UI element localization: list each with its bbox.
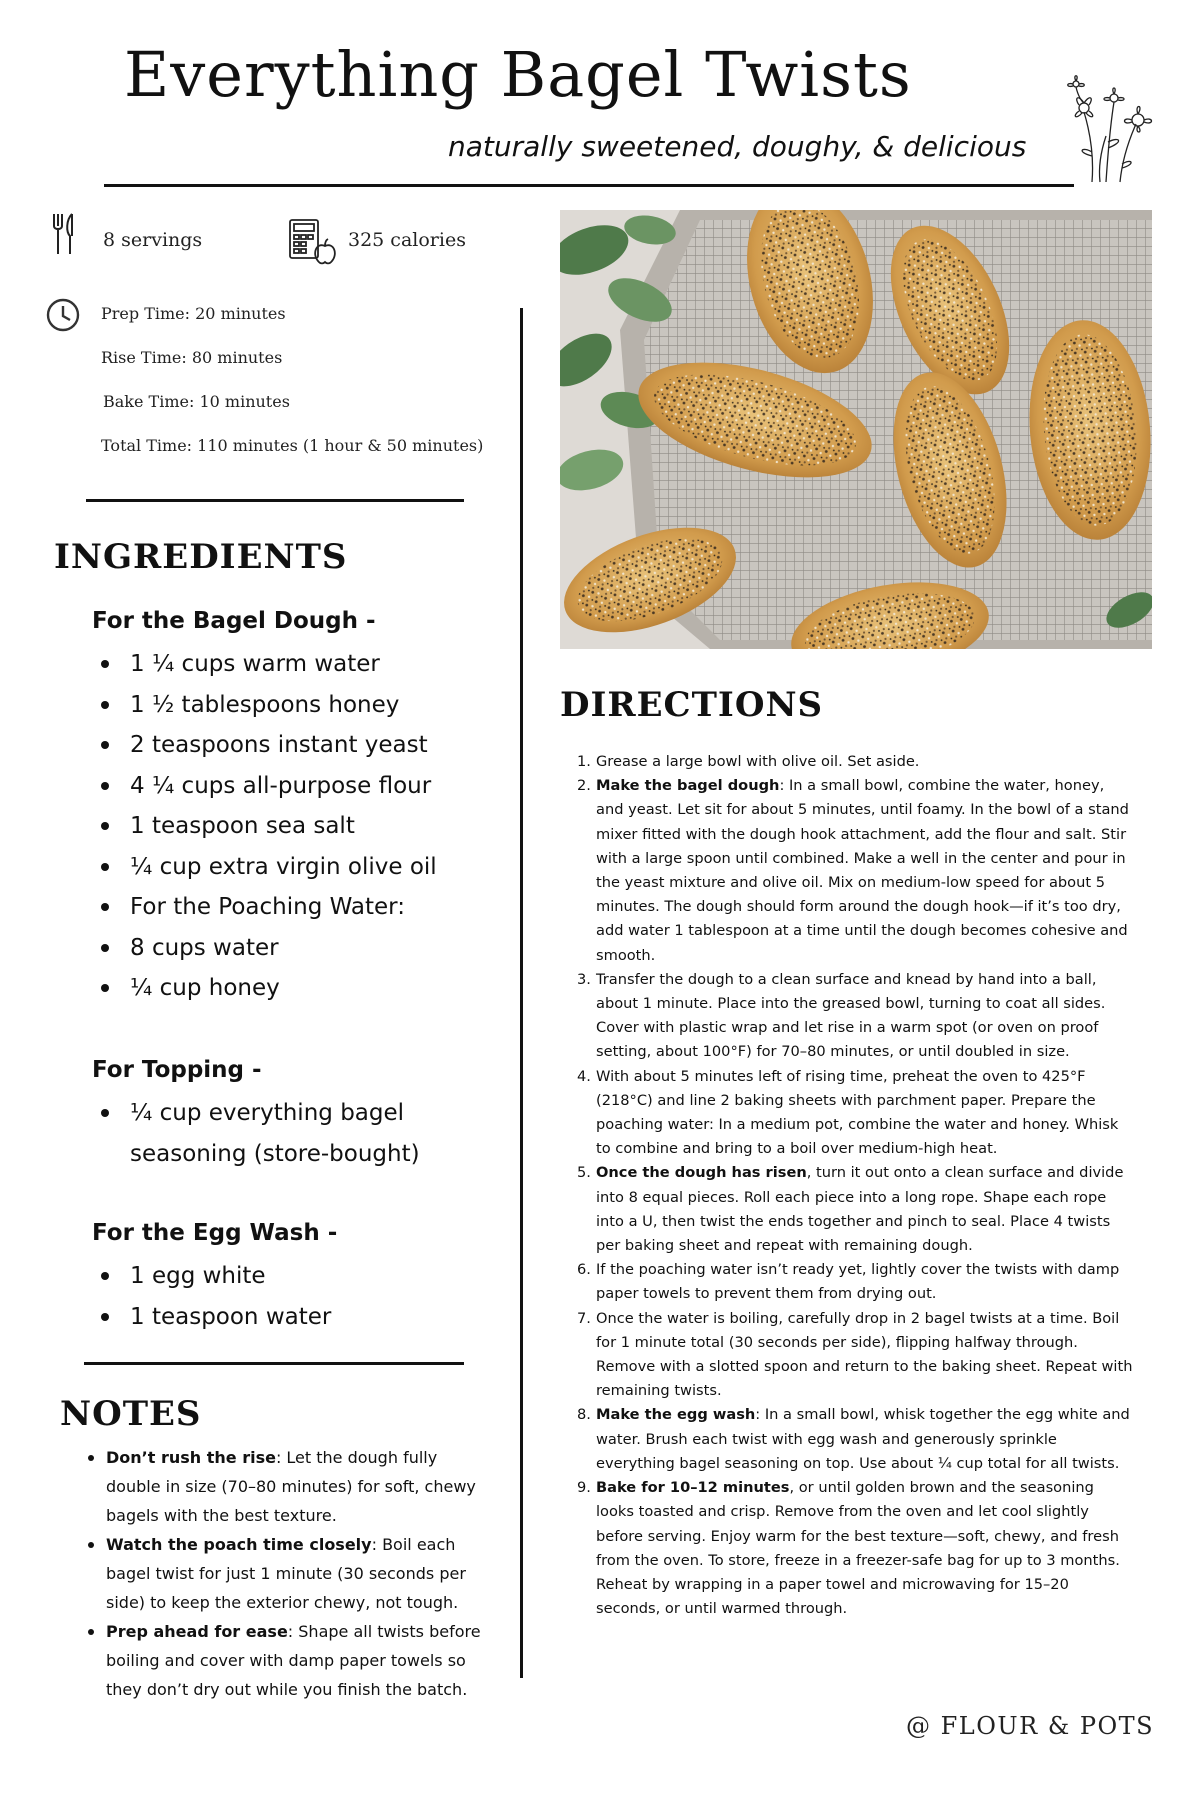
ingredient-item: 1 egg white — [130, 1256, 520, 1297]
recipe-title: Everything Bagel Twists — [124, 38, 912, 111]
directions-list — [577, 750, 1136, 1621]
ingredient-list-topping — [130, 1093, 460, 1174]
fork-knife-icon — [50, 212, 78, 256]
rise-time: Rise Time: 80 minutes — [101, 348, 283, 367]
brand-credit: @ FLOUR & POTS — [906, 1712, 1155, 1740]
note-item — [106, 1443, 491, 1530]
title-divider — [104, 184, 1074, 187]
note-item — [106, 1530, 491, 1617]
direction-step — [577, 750, 1136, 774]
step-number: 3. — [577, 970, 591, 988]
step-number: 6. — [577, 1261, 591, 1279]
ingredient-item: 8 cups water — [130, 928, 520, 969]
clock-icon — [45, 297, 81, 333]
notes-list — [106, 1443, 491, 1704]
direction-step — [577, 1307, 1136, 1404]
direction-step — [577, 774, 1136, 968]
note-item-bold: Prep ahead for ease — [106, 1622, 288, 1641]
step-text: If the poaching water isn’t ready yet, lightly cover the twists with damp paper towels to prevent them from drying out. — [596, 1261, 1120, 1303]
ingredient-list-dough — [130, 644, 520, 1009]
direction-step — [577, 1161, 1136, 1258]
step-text: With about 5 minutes left of rising time, preheat the oven to 425°F (218°C) and line 2 baking sheets with parchment paper. Prepare the poaching water: In a medium pot, combine the water and honey. Whisk to combine and bring to a boil over medium-high heat. — [596, 1067, 1119, 1158]
note-item-bold: Don’t rush the rise — [106, 1448, 276, 1467]
directions-heading: DIRECTIONS — [560, 685, 824, 725]
ingredient-item: 1 teaspoon sea salt — [130, 806, 520, 847]
total-time: Total Time: 110 minutes (1 hour & 50 minutes) — [101, 436, 484, 455]
ingredient-item: For the Poaching Water: — [130, 887, 520, 928]
wildflowers-icon — [1062, 72, 1154, 184]
step-number: 5. — [577, 1164, 591, 1182]
step-text: Once the water is boiling, carefully drop in 2 bagel twists at a time. Boil for 1 minute total (30 seconds per side), flipping halfway through. Remove with a slotted spoon and return to the baking sheet. Repeat with remaining twists. — [596, 1309, 1133, 1400]
step-number: 9. — [577, 1479, 591, 1497]
ingredient-item: 1 teaspoon water — [130, 1297, 520, 1338]
ingredient-group-title: For the Egg Wash - — [92, 1220, 338, 1246]
note-item-text: : Shape all twists before boiling and cover with damp paper towels so they don’t dry out while you finish the batch. — [106, 1622, 481, 1699]
ingredient-item: 1 ½ tablespoons honey — [130, 685, 520, 726]
step-text: Transfer the dough to a clean surface and knead by hand into a ball, about 1 minute. Place into the greased bowl, turning to coat all sides. Cover with plastic wrap and let rise in a warm spot (or oven on proof setting, about 100°F) for 70–80 minutes, or until doubled in size. — [596, 970, 1106, 1061]
servings-text: 8 servings — [103, 229, 203, 251]
ingredient-item: 1 ¼ cups warm water — [130, 644, 520, 685]
meta-divider — [86, 499, 464, 502]
step-text: , turn it out onto a clean surface and divide into 8 equal pieces. Roll each piece into a long rope. Shape each rope into a U, then twist the ends together and pinch to seal. Place 4 twists per baking sheet and repeat with remaining dough. — [596, 1164, 1124, 1255]
step-number: 2. — [577, 777, 591, 795]
note-item-text: : Let the dough fully double in size (70–80 minutes) for soft, chewy bagels with the best texture. — [106, 1448, 476, 1525]
step-text: : In a small bowl, whisk together the egg white and water. Brush each twist with egg wash and generously sprinkle everything bagel seasoning on top. Use about ¼ cup total for all twists. — [596, 1406, 1130, 1472]
ingredient-item: 2 teaspoons instant yeast — [130, 725, 520, 766]
step-number: 8. — [577, 1406, 591, 1424]
step-bold: Make the bagel dough — [596, 777, 780, 795]
ingredient-list-egg-wash — [130, 1256, 520, 1337]
step-number: 4. — [577, 1067, 591, 1085]
calories-text: 325 calories — [348, 229, 466, 251]
step-text: Grease a large bowl with olive oil. Set aside. — [596, 753, 920, 770]
direction-step — [577, 1258, 1136, 1306]
direction-step — [577, 1403, 1136, 1476]
ingredient-group-title: For the Bagel Dough - — [92, 608, 376, 634]
ingredient-group-title: For Topping - — [92, 1057, 262, 1083]
ingredient-item: ¼ cup honey — [130, 968, 520, 1009]
direction-step — [577, 968, 1136, 1065]
note-item-bold: Watch the poach time closely — [106, 1535, 372, 1554]
step-number: 7. — [577, 1309, 591, 1327]
bake-time: Bake Time: 10 minutes — [103, 392, 290, 411]
prep-time: Prep Time: 20 minutes — [101, 304, 286, 323]
notes-heading: NOTES — [60, 1394, 202, 1434]
ingredient-item: 4 ¼ cups all-purpose flour — [130, 766, 520, 807]
bagel-twists-photo — [560, 210, 1152, 649]
step-text: , or until golden brown and the seasoning looks toasted and crisp. Remove from the oven and let cool slightly before serving. Enjoy warm for the best texture—soft, chewy, and fresh from the oven. To store, freeze in a freezer-safe bag for up to 3 months. Reheat by wrapping in a paper towel and microwaving for 15–20 seconds, or until warmed through. — [596, 1479, 1120, 1618]
step-number: 1. — [577, 753, 591, 770]
step-bold: Bake for 10–12 minutes — [596, 1479, 790, 1497]
recipe-subtitle: naturally sweetened, doughy, & delicious — [448, 130, 1027, 163]
note-item-text: : Boil each bagel twist for just 1 minute (30 seconds per side) to keep the exterior chewy, not tough. — [106, 1535, 466, 1612]
step-text: : In a small bowl, combine the water, honey, and yeast. Let sit for about 5 minutes, until foamy. In the bowl of a stand mixer fitted with the dough hook attachment, add the flour and salt. Stir with a large spoon until combined. Make a well in the center and pour in the yeast mixture and olive oil. Mix on medium-low speed for about 5 minutes. The dough should form around the dough hook—if it’s too dry, add water 1 tablespoon at a time until the dough becomes cohesive and smooth. — [596, 777, 1129, 964]
note-item — [106, 1617, 491, 1704]
column-divider — [520, 308, 523, 1678]
ingredient-item: ¼ cup everything bagel seasoning (store-bought) — [130, 1093, 460, 1174]
direction-step — [577, 1065, 1136, 1162]
ingredients-heading: INGREDIENTS — [54, 537, 348, 577]
ingredient-item: ¼ cup extra virgin olive oil — [130, 847, 520, 888]
step-bold: Once the dough has risen — [596, 1164, 807, 1182]
calculator-apple-icon — [288, 218, 336, 266]
step-bold: Make the egg wash — [596, 1406, 756, 1424]
direction-step — [577, 1476, 1136, 1621]
ingredients-divider — [84, 1362, 464, 1365]
